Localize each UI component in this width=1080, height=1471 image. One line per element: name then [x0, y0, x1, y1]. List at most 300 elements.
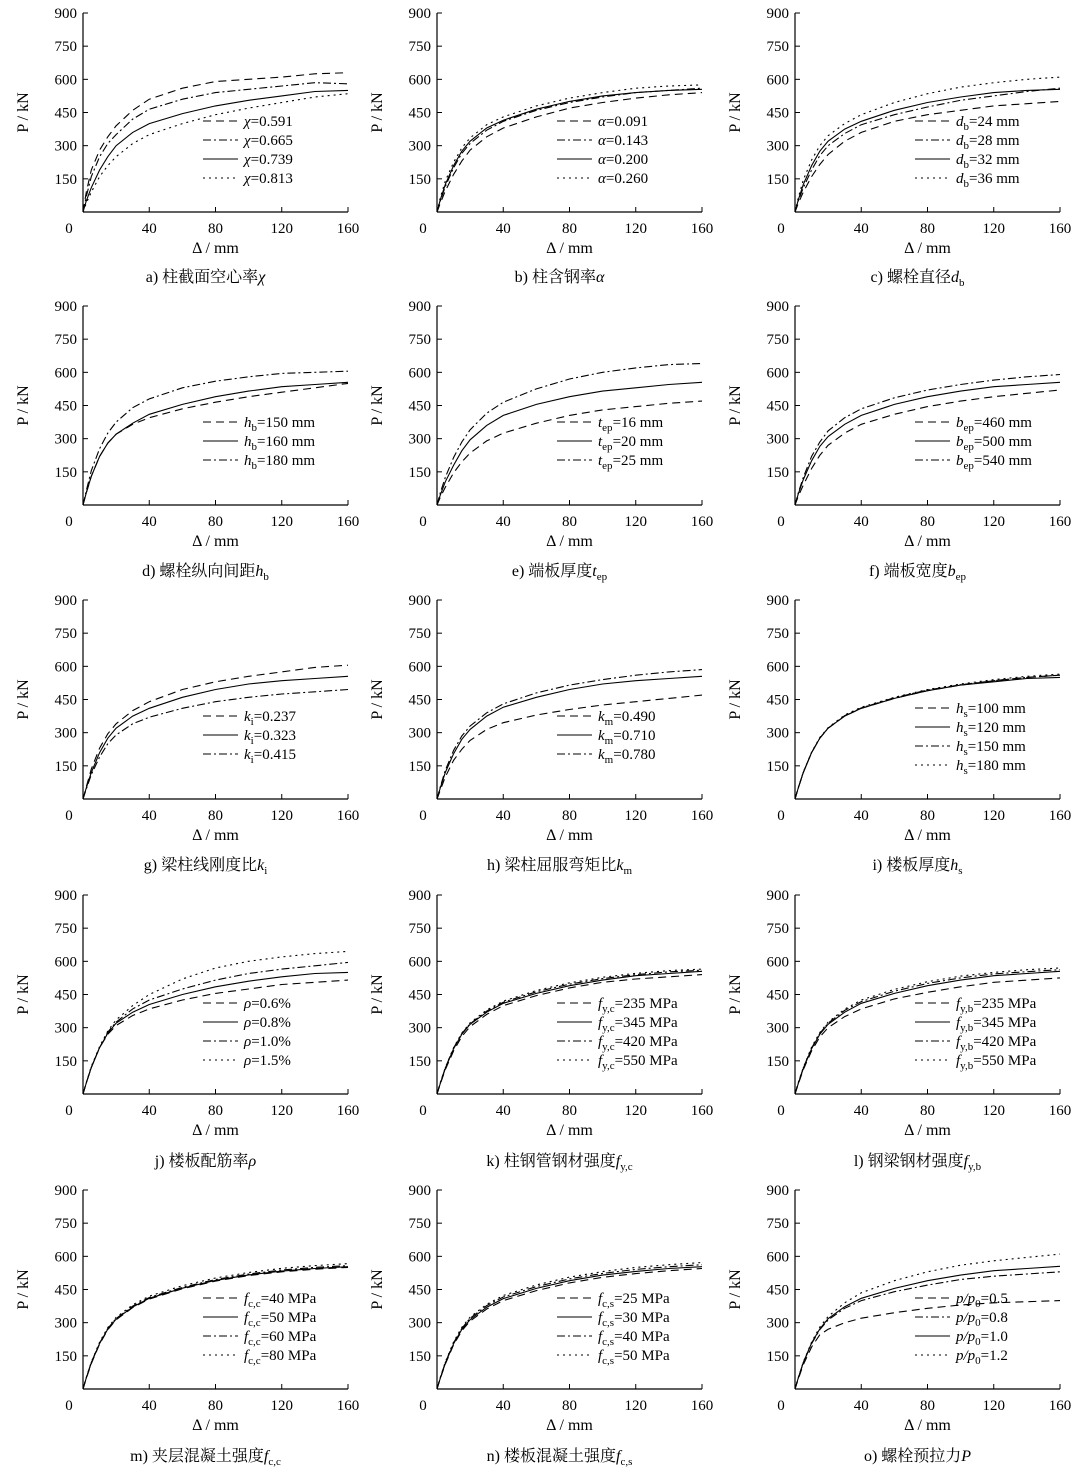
- x-tick-label: 160: [690, 1103, 714, 1119]
- y-tick-label: 900: [766, 6, 789, 22]
- series-line-4: [83, 94, 348, 212]
- panel-caption: i) 楼板厚度$h_s$: [872, 857, 963, 877]
- x-tick-label: 40: [853, 1398, 869, 1414]
- legend-entry: $f_{y,b}=550$ MPa: [956, 1053, 1037, 1072]
- y-tick-label: 150: [766, 758, 789, 775]
- y-axis-label: P / kN: [369, 92, 386, 133]
- series-line-2: [83, 676, 348, 799]
- legend-entry: ρ=0.8%: [244, 1015, 291, 1031]
- series-line-4: [83, 951, 348, 1094]
- x-tick-label: 120: [982, 514, 1005, 530]
- y-tick-label: 750: [408, 39, 431, 56]
- x-tick-label: 80: [208, 514, 223, 530]
- series-line-2: [795, 1272, 1060, 1389]
- x-tick-label: 160: [1048, 514, 1072, 530]
- x-axis-label: Δ / mm: [546, 827, 593, 844]
- y-tick-label: 450: [54, 398, 77, 415]
- y-tick-label: 750: [766, 626, 789, 643]
- y-tick-label: 750: [408, 626, 431, 643]
- x-tick-label: 120: [270, 1398, 293, 1414]
- y-tick-label: 600: [766, 365, 789, 382]
- chart-panel-g: [15, 593, 359, 877]
- x-tick-label: 0: [777, 1103, 785, 1119]
- series-line-3: [83, 690, 348, 800]
- y-tick-label: 750: [766, 921, 789, 938]
- series-line-2: [437, 676, 702, 799]
- y-axis-label: P / kN: [369, 679, 386, 720]
- x-tick-label: 40: [495, 221, 511, 237]
- y-tick-label: 600: [766, 954, 789, 971]
- legend-entry: $h_s=100$ mm: [956, 701, 1026, 720]
- y-tick-label: 600: [408, 72, 431, 89]
- x-tick-label: 120: [624, 221, 647, 237]
- panel-caption: h) 梁柱屈服弯矩比$k_m$: [486, 857, 633, 877]
- x-tick-label: 160: [336, 221, 360, 237]
- y-tick-label: 150: [54, 758, 77, 775]
- panel-caption: n) 楼板混凝土强度$f_{c,s}$: [486, 1448, 633, 1468]
- y-tick-label: 150: [766, 1348, 789, 1365]
- series-line-3: [437, 89, 702, 212]
- x-tick-label: 40: [853, 1103, 869, 1119]
- y-tick-label: 450: [766, 1282, 789, 1299]
- legend-entry: $f_{c,s}=40$ MPa: [598, 1329, 670, 1348]
- x-axis-label: Δ / mm: [546, 1122, 593, 1139]
- legend-entry: $t_{ep}=16$ mm: [598, 415, 664, 434]
- x-tick-label: 160: [336, 514, 360, 530]
- y-tick-label: 600: [408, 365, 431, 382]
- y-axis-label: P / kN: [727, 385, 744, 426]
- legend-entry: α=0.200: [598, 152, 649, 168]
- x-tick-label: 40: [495, 514, 511, 530]
- y-tick-label: 300: [54, 1315, 77, 1332]
- series-line-1: [83, 73, 348, 212]
- legend-entry: α=0.143: [598, 133, 649, 149]
- y-tick-label: 450: [766, 398, 789, 415]
- y-tick-label: 300: [54, 138, 77, 155]
- y-tick-label: 150: [408, 1348, 431, 1365]
- x-axis-label: Δ / mm: [904, 1417, 951, 1434]
- legend-entry: $h_b=160$ mm: [244, 434, 316, 453]
- y-tick-label: 750: [54, 921, 77, 938]
- x-tick-label: 40: [853, 514, 869, 530]
- x-tick-label: 160: [336, 1398, 360, 1414]
- y-tick-label: 900: [408, 888, 431, 904]
- series-line-3: [795, 1266, 1060, 1389]
- legend-entry: α=0.260: [598, 171, 649, 187]
- y-tick-label: 300: [54, 1020, 77, 1037]
- series-line-4: [795, 77, 1060, 212]
- y-tick-label: 300: [408, 431, 431, 448]
- series-line-2: [83, 1267, 348, 1389]
- legend-entry: ρ=0.6%: [244, 996, 291, 1012]
- x-tick-label: 40: [141, 808, 157, 824]
- legend-entry: α=0.091: [598, 114, 649, 130]
- series-line-2: [437, 971, 702, 1094]
- y-tick-label: 300: [54, 431, 77, 448]
- x-tick-label: 160: [336, 808, 360, 824]
- series-line-2: [795, 88, 1060, 212]
- x-tick-label: 0: [419, 808, 427, 824]
- y-tick-label: 750: [408, 921, 431, 938]
- x-axis-label: Δ / mm: [192, 533, 239, 550]
- x-tick-label: 80: [920, 1398, 935, 1414]
- legend-entry: $f_{y,c}=235$ MPa: [598, 996, 678, 1015]
- y-tick-label: 750: [54, 1216, 77, 1233]
- x-tick-label: 80: [920, 808, 935, 824]
- y-tick-label: 900: [54, 593, 77, 609]
- x-tick-label: 0: [65, 514, 73, 530]
- chart-panel-a: [15, 6, 359, 286]
- y-tick-label: 600: [766, 659, 789, 676]
- y-tick-label: 300: [408, 725, 431, 742]
- x-axis-label: Δ / mm: [904, 827, 951, 844]
- y-tick-label: 300: [408, 1020, 431, 1037]
- x-tick-label: 120: [982, 1103, 1005, 1119]
- x-tick-label: 120: [270, 1103, 293, 1119]
- y-tick-label: 450: [54, 987, 77, 1004]
- legend-entry: $p/p_0=1.2$: [956, 1348, 1008, 1367]
- x-tick-label: 40: [141, 514, 157, 530]
- y-tick-label: 450: [54, 105, 77, 122]
- x-tick-label: 160: [336, 1103, 360, 1119]
- x-tick-label: 160: [690, 221, 714, 237]
- legend-entry: $k_m=0.710$: [598, 728, 656, 747]
- x-axis-label: Δ / mm: [546, 1417, 593, 1434]
- x-tick-label: 40: [141, 1103, 157, 1119]
- y-tick-label: 900: [766, 593, 789, 609]
- chart-panel-e: [369, 299, 713, 583]
- x-tick-label: 0: [419, 1398, 427, 1414]
- legend-entry: $f_{y,b}=420$ MPa: [956, 1034, 1037, 1053]
- y-tick-label: 600: [54, 659, 77, 676]
- y-tick-label: 600: [54, 1249, 77, 1266]
- legend-entry: $f_{c,s}=50$ MPa: [598, 1348, 670, 1367]
- x-tick-label: 80: [562, 808, 577, 824]
- legend-entry: $f_{y,c}=345$ MPa: [598, 1015, 678, 1034]
- x-tick-label: 80: [562, 1398, 577, 1414]
- legend-entry: $h_b=180$ mm: [244, 453, 316, 472]
- series-line-1: [437, 93, 702, 212]
- x-tick-label: 0: [419, 1103, 427, 1119]
- series-line-1: [437, 695, 702, 799]
- y-tick-label: 900: [408, 1183, 431, 1199]
- x-tick-label: 160: [690, 1398, 714, 1414]
- legend-entry: $f_{y,c}=550$ MPa: [598, 1053, 678, 1072]
- x-tick-label: 80: [562, 1103, 577, 1119]
- panel-caption: a) 柱截面空心率χ: [145, 269, 266, 286]
- y-tick-label: 150: [54, 171, 77, 188]
- legend-entry: $h_s=150$ mm: [956, 739, 1026, 758]
- y-tick-label: 600: [54, 954, 77, 971]
- legend-entry: $d_b=36$ mm: [956, 171, 1020, 190]
- y-tick-label: 450: [766, 692, 789, 709]
- x-tick-label: 0: [777, 514, 785, 530]
- y-tick-label: 750: [766, 1216, 789, 1233]
- y-tick-label: 750: [766, 39, 789, 56]
- x-axis-label: Δ / mm: [546, 533, 593, 550]
- y-tick-label: 450: [408, 398, 431, 415]
- y-axis-label: P / kN: [15, 92, 32, 133]
- x-tick-label: 160: [690, 808, 714, 824]
- y-tick-label: 600: [408, 954, 431, 971]
- x-tick-label: 0: [777, 221, 785, 237]
- series-line-1: [795, 101, 1060, 212]
- series-line-2: [437, 1267, 702, 1389]
- y-axis-label: P / kN: [727, 1269, 744, 1310]
- y-tick-label: 750: [766, 332, 789, 349]
- x-axis-label: Δ / mm: [192, 827, 239, 844]
- series-line-3: [795, 970, 1060, 1094]
- panel-caption: o) 螺栓预拉力P: [863, 1448, 972, 1465]
- x-tick-label: 80: [208, 1103, 223, 1119]
- y-tick-label: 900: [54, 1183, 77, 1199]
- y-tick-label: 900: [766, 1183, 789, 1199]
- x-tick-label: 40: [495, 1398, 511, 1414]
- panel-caption: f) 端板宽度$b_{ep}$: [868, 563, 967, 583]
- x-tick-label: 120: [982, 221, 1005, 237]
- x-tick-label: 120: [624, 1103, 647, 1119]
- legend-entry: $h_b=150$ mm: [244, 415, 316, 434]
- series-line-4: [437, 85, 702, 212]
- legend-entry: $b_{ep}=460$ mm: [956, 415, 1032, 434]
- chart-panel-o: [727, 1183, 1071, 1465]
- x-tick-label: 160: [1048, 1103, 1072, 1119]
- legend-entry: $p/p_0=0.5$: [956, 1291, 1008, 1310]
- x-tick-label: 40: [853, 808, 869, 824]
- x-axis-label: Δ / mm: [192, 1122, 239, 1139]
- y-tick-label: 900: [766, 299, 789, 315]
- y-tick-label: 300: [766, 138, 789, 155]
- y-tick-label: 600: [766, 1249, 789, 1266]
- y-tick-label: 150: [54, 1053, 77, 1070]
- y-axis-label: P / kN: [369, 1269, 386, 1310]
- x-tick-label: 0: [777, 1398, 785, 1414]
- x-tick-label: 40: [495, 1103, 511, 1119]
- y-tick-label: 750: [54, 39, 77, 56]
- y-tick-label: 150: [408, 464, 431, 481]
- chart-panel-k: [369, 888, 713, 1173]
- y-tick-label: 150: [54, 1348, 77, 1365]
- legend-entry: $f_{c,s}=30$ MPa: [598, 1310, 670, 1329]
- x-axis-label: Δ / mm: [546, 240, 593, 257]
- legend-entry: $k_i=0.237$: [244, 709, 296, 728]
- x-tick-label: 80: [562, 221, 577, 237]
- panel-caption: j) 楼板配筋率ρ: [154, 1153, 257, 1170]
- legend-entry: $f_{c,c}=40$ MPa: [244, 1291, 317, 1310]
- x-tick-label: 160: [1048, 1398, 1072, 1414]
- y-tick-label: 450: [408, 692, 431, 709]
- panel-caption: e) 端板厚度$t_{ep}$: [511, 563, 608, 583]
- x-tick-label: 120: [982, 808, 1005, 824]
- x-tick-label: 0: [777, 808, 785, 824]
- x-axis-label: Δ / mm: [904, 533, 951, 550]
- y-tick-label: 450: [54, 1282, 77, 1299]
- series-line-4: [795, 968, 1060, 1094]
- x-tick-label: 80: [208, 1398, 223, 1414]
- x-tick-label: 0: [419, 514, 427, 530]
- x-axis-label: Δ / mm: [904, 240, 951, 257]
- x-tick-label: 80: [920, 1103, 935, 1119]
- x-tick-label: 160: [1048, 221, 1072, 237]
- x-tick-label: 0: [65, 1398, 73, 1414]
- x-tick-label: 120: [270, 221, 293, 237]
- y-tick-label: 300: [54, 725, 77, 742]
- y-tick-label: 300: [766, 1020, 789, 1037]
- x-tick-label: 0: [65, 1103, 73, 1119]
- y-axis-label: P / kN: [727, 92, 744, 133]
- legend-entry: $f_{c,c}=50$ MPa: [244, 1310, 317, 1329]
- x-tick-label: 0: [65, 221, 73, 237]
- legend-entry: $b_{ep}=500$ mm: [956, 434, 1032, 453]
- series-line-2: [437, 88, 702, 212]
- legend-entry: $h_s=120$ mm: [956, 720, 1026, 739]
- series-line-2: [83, 83, 348, 212]
- legend-entry: ρ=1.0%: [244, 1034, 291, 1050]
- series-line-1: [83, 980, 348, 1094]
- y-tick-label: 750: [408, 332, 431, 349]
- legend-entry: χ=0.665: [244, 133, 293, 149]
- legend-entry: $h_s=180$ mm: [956, 758, 1026, 777]
- chart-panel-j: [15, 888, 359, 1170]
- legend-entry: $t_{ep}=25$ mm: [598, 453, 664, 472]
- y-tick-label: 300: [408, 138, 431, 155]
- series-line-3: [437, 970, 702, 1094]
- y-tick-label: 150: [766, 1053, 789, 1070]
- y-tick-label: 450: [766, 105, 789, 122]
- legend-entry: $k_m=0.780$: [598, 747, 656, 766]
- legend-entry: $k_i=0.323$: [244, 728, 296, 747]
- legend-entry: $f_{y,b}=345$ MPa: [956, 1015, 1037, 1034]
- x-tick-label: 40: [141, 1398, 157, 1414]
- series-line-2: [795, 971, 1060, 1094]
- x-tick-label: 40: [495, 808, 511, 824]
- legend-entry: $b_{ep}=540$ mm: [956, 453, 1032, 472]
- chart-panel-f: [727, 299, 1071, 583]
- y-tick-label: 900: [408, 6, 431, 22]
- y-axis-label: P / kN: [15, 974, 32, 1015]
- x-tick-label: 0: [65, 808, 73, 824]
- panel-caption: k) 柱钢管钢材强度$f_{y,c}$: [486, 1153, 633, 1173]
- y-tick-label: 600: [408, 1249, 431, 1266]
- x-tick-label: 80: [208, 221, 223, 237]
- y-tick-label: 900: [408, 299, 431, 315]
- x-tick-label: 80: [562, 514, 577, 530]
- legend-entry: $f_{c,s}=25$ MPa: [598, 1291, 670, 1310]
- y-tick-label: 600: [54, 365, 77, 382]
- legend-entry: $d_b=32$ mm: [956, 152, 1020, 171]
- panel-caption: l) 钢梁钢材强度$f_{y,b}$: [853, 1153, 982, 1173]
- chart-panel-n: [369, 1183, 713, 1468]
- y-tick-label: 450: [766, 987, 789, 1004]
- series-line-1: [795, 675, 1060, 799]
- panel-caption: g) 梁柱线刚度比$k_i$: [143, 857, 268, 877]
- y-axis-label: P / kN: [727, 679, 744, 720]
- y-tick-label: 600: [408, 659, 431, 676]
- y-tick-label: 900: [54, 6, 77, 22]
- y-tick-label: 300: [766, 725, 789, 742]
- y-tick-label: 750: [54, 626, 77, 643]
- y-tick-label: 600: [54, 72, 77, 89]
- y-tick-label: 150: [408, 171, 431, 188]
- y-tick-label: 600: [766, 72, 789, 89]
- series-line-4: [795, 674, 1060, 799]
- x-tick-label: 160: [690, 514, 714, 530]
- y-axis-label: P / kN: [15, 679, 32, 720]
- x-tick-label: 80: [920, 514, 935, 530]
- y-tick-label: 150: [54, 464, 77, 481]
- y-tick-label: 150: [766, 464, 789, 481]
- x-tick-label: 120: [270, 514, 293, 530]
- legend-entry: $d_b=24$ mm: [956, 114, 1020, 133]
- chart-panel-l: [727, 888, 1071, 1173]
- y-tick-label: 750: [54, 332, 77, 349]
- y-tick-label: 450: [408, 105, 431, 122]
- series-line-2: [83, 972, 348, 1094]
- legend-entry: $f_{y,c}=420$ MPa: [598, 1034, 678, 1053]
- legend-entry: χ=0.813: [244, 171, 293, 187]
- chart-panel-m: [15, 1183, 359, 1468]
- y-axis-label: P / kN: [15, 1269, 32, 1310]
- panel-caption: b) 柱含钢率α: [514, 269, 605, 286]
- chart-panel-i: [727, 593, 1071, 877]
- y-axis-label: P / kN: [369, 974, 386, 1015]
- y-tick-label: 150: [408, 1053, 431, 1070]
- chart-panel-h: [369, 593, 713, 877]
- x-tick-label: 80: [920, 221, 935, 237]
- y-tick-label: 450: [54, 692, 77, 709]
- series-line-3: [795, 89, 1060, 212]
- series-line-4: [83, 1264, 348, 1389]
- x-tick-label: 160: [1048, 808, 1072, 824]
- y-tick-label: 300: [408, 1315, 431, 1332]
- x-tick-label: 40: [141, 221, 157, 237]
- series-line-3: [83, 962, 348, 1094]
- series-line-3: [795, 675, 1060, 799]
- legend-entry: $p/p_0=0.8$: [956, 1310, 1008, 1329]
- legend-entry: $p/p_0=1.0$: [956, 1329, 1008, 1348]
- legend-entry: ρ=1.5%: [244, 1053, 291, 1069]
- x-tick-label: 120: [982, 1398, 1005, 1414]
- legend-entry: $d_b=28$ mm: [956, 133, 1020, 152]
- chart-panel-b: [369, 6, 713, 286]
- y-tick-label: 900: [766, 888, 789, 904]
- x-axis-label: Δ / mm: [192, 1417, 239, 1434]
- panel-caption: d) 螺栓纵向间距$h_b$: [142, 563, 269, 583]
- legend-entry: χ=0.739: [244, 152, 293, 168]
- legend-entry: $k_m=0.490$: [598, 709, 656, 728]
- y-tick-label: 450: [408, 987, 431, 1004]
- y-tick-label: 900: [408, 593, 431, 609]
- legend-entry: $k_i=0.415$: [244, 747, 296, 766]
- y-tick-label: 750: [408, 1216, 431, 1233]
- y-tick-label: 150: [766, 171, 789, 188]
- x-tick-label: 120: [624, 1398, 647, 1414]
- y-axis-label: P / kN: [369, 385, 386, 426]
- x-tick-label: 120: [624, 514, 647, 530]
- chart-panel-c: [727, 6, 1071, 289]
- x-axis-label: Δ / mm: [192, 240, 239, 257]
- y-tick-label: 150: [408, 758, 431, 775]
- series-line-3: [83, 1266, 348, 1389]
- y-axis-label: P / kN: [15, 385, 32, 426]
- legend-entry: χ=0.591: [244, 114, 293, 130]
- panel-caption: c) 螺栓直径$d_b$: [870, 269, 965, 289]
- panel-caption: m) 夹层混凝土强度$f_{c,c}$: [130, 1448, 281, 1468]
- x-tick-label: 0: [419, 221, 427, 237]
- x-axis-label: Δ / mm: [904, 1122, 951, 1139]
- chart-panel-d: [15, 299, 359, 583]
- y-tick-label: 300: [766, 1315, 789, 1332]
